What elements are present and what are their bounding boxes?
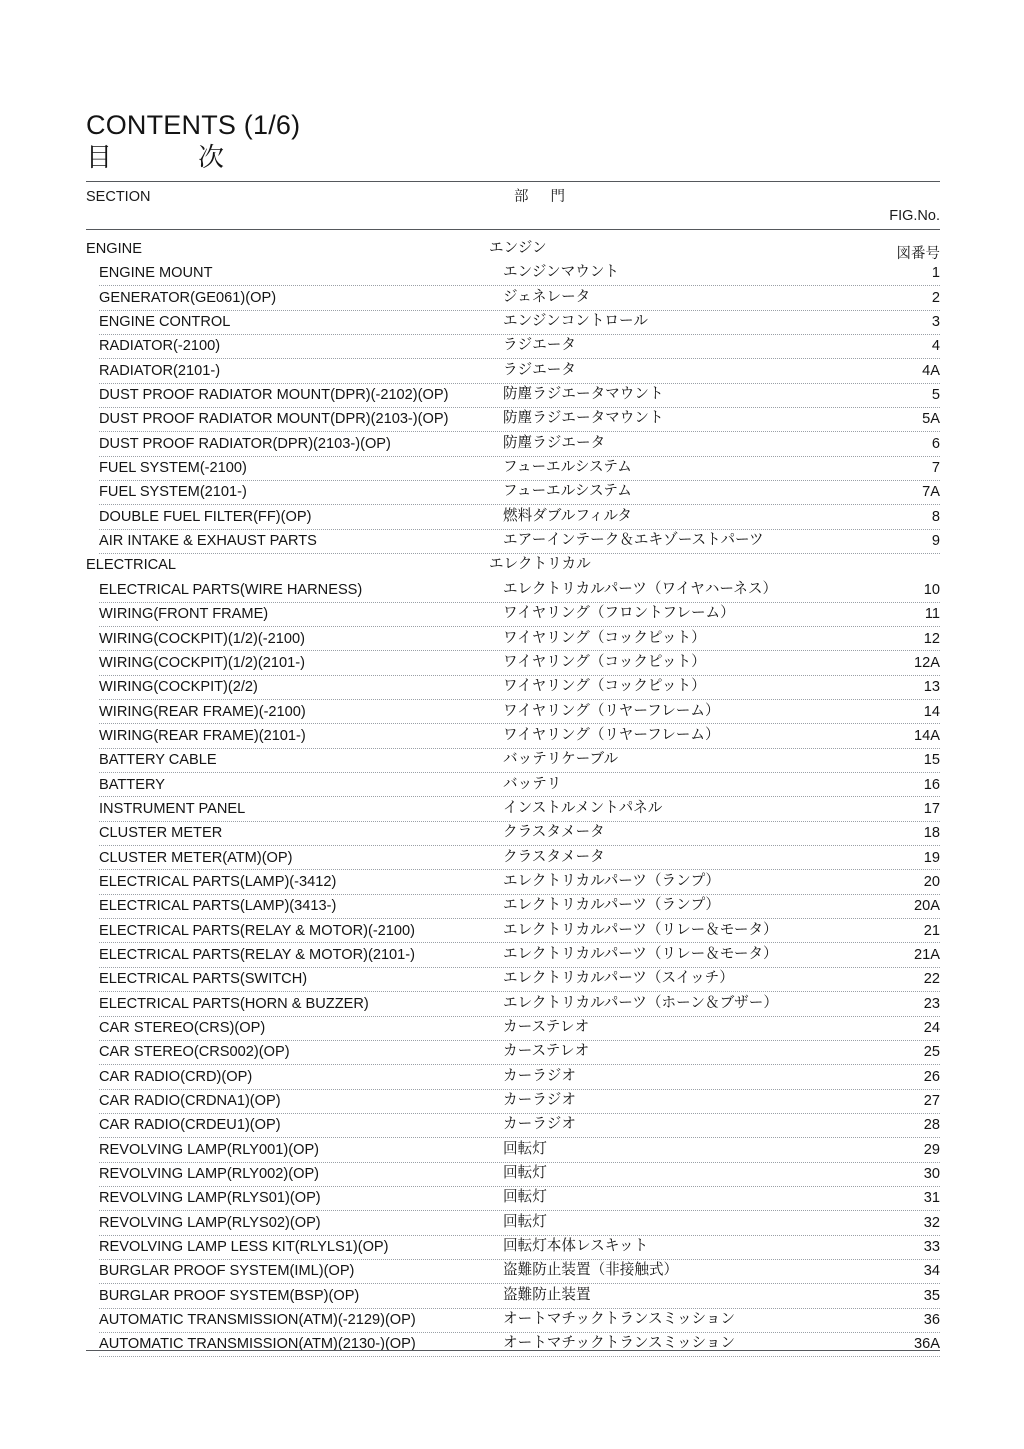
table-row xyxy=(86,968,940,992)
row-fig-no: 5 xyxy=(931,387,940,404)
row-japanese-name: 燃料ダブルフィルタ xyxy=(503,507,633,524)
row-japanese-name: エンジンマウント xyxy=(503,264,620,281)
row-fig-no: 6 xyxy=(931,435,940,452)
row-section-name: BURGLAR PROOF SYSTEM(IML)(OP) xyxy=(99,1263,355,1280)
page-title-japanese-char-2: 次 xyxy=(198,142,225,172)
column-header-section: SECTION xyxy=(86,189,151,205)
table-row xyxy=(86,457,940,481)
divider-bottom xyxy=(86,1350,940,1351)
row-fig-no: 15 xyxy=(923,752,940,769)
row-japanese-name: ワイヤリング（リヤーフレーム） xyxy=(503,726,720,743)
row-section-name: AUTOMATIC TRANSMISSION(ATM)(-2129)(OP) xyxy=(99,1312,416,1329)
table-row xyxy=(86,847,940,871)
row-japanese-name: ワイヤリング（リヤーフレーム） xyxy=(503,702,720,719)
divider-top xyxy=(86,181,940,182)
table-row xyxy=(86,774,940,798)
row-japanese-name: 回転灯 xyxy=(503,1165,547,1182)
row-fig-no: 1 xyxy=(931,265,940,282)
table-row xyxy=(86,506,940,530)
table-row xyxy=(86,1163,940,1187)
row-japanese-name: ラジエータ xyxy=(503,337,576,354)
row-japanese-name: 回転灯 xyxy=(503,1189,547,1206)
row-section-name: ENGINE CONTROL xyxy=(99,314,231,331)
row-section-name: ELECTRICAL PARTS(RELAY & MOTOR)(2101-) xyxy=(99,946,416,963)
row-fig-no: 11 xyxy=(924,606,940,623)
table-row xyxy=(86,530,940,554)
row-japanese-name: ワイヤリング（コックピット） xyxy=(503,678,706,695)
row-section-name: CAR STEREO(CRS002)(OP) xyxy=(99,1044,290,1061)
row-japanese-name: オートマチックトランスミッション xyxy=(503,1335,736,1352)
row-fig-no: 27 xyxy=(923,1093,940,1110)
row-fig-no: 7 xyxy=(931,460,940,477)
row-fig-no: 36 xyxy=(923,1312,940,1329)
table-row xyxy=(86,676,940,700)
row-japanese-name: バッテリケーブル xyxy=(503,751,619,768)
row-japanese-name: カーステレオ xyxy=(503,1043,590,1060)
row-section-name: CLUSTER METER(ATM)(OP) xyxy=(99,849,293,866)
row-section-name: BURGLAR PROOF SYSTEM(BSP)(OP) xyxy=(99,1287,360,1304)
row-japanese-name: エレクトリカルパーツ（リレー＆モータ） xyxy=(503,921,778,938)
row-section-name: ELECTRICAL PARTS(SWITCH) xyxy=(99,971,308,988)
table-row xyxy=(86,725,940,749)
row-fig-no: 36A xyxy=(914,1336,940,1353)
row-japanese-name: 防塵ラジエータマウント xyxy=(503,410,664,427)
table-row xyxy=(86,433,940,457)
row-section-name: ELECTRICAL PARTS(RELAY & MOTOR)(-2100) xyxy=(99,922,416,939)
row-japanese-name: エレクトリカルパーツ（スイッチ） xyxy=(503,970,734,987)
row-japanese-name: クラスタメータ xyxy=(503,848,605,865)
row-fig-no: 19 xyxy=(923,849,940,866)
row-japanese-name: エレクトリカルパーツ（ホーン＆ブザー） xyxy=(503,994,778,1011)
row-fig-no: 4A xyxy=(922,362,940,379)
row-japanese-name: カーラジオ xyxy=(503,1067,576,1084)
row-section-name: BATTERY CABLE xyxy=(99,752,217,769)
section-header-row xyxy=(86,238,940,262)
row-section-name: WIRING(REAR FRAME)(-2100) xyxy=(99,703,306,720)
row-fig-no: 16 xyxy=(923,776,940,793)
row-fig-no: 9 xyxy=(931,533,940,550)
row-section-name: WIRING(REAR FRAME)(2101-) xyxy=(99,727,306,744)
row-fig-no: 8 xyxy=(931,508,940,525)
row-japanese-name: インストルメントパネル xyxy=(503,799,663,816)
row-japanese-name: カーラジオ xyxy=(503,1092,576,1109)
row-japanese-name: バッテリ xyxy=(503,775,562,792)
row-section-name: FUEL SYSTEM(2101-) xyxy=(99,484,247,501)
row-fig-no: 17 xyxy=(923,800,940,817)
column-header-fig-no-english: FIG.No. xyxy=(889,208,940,224)
row-fig-no: 26 xyxy=(923,1068,940,1085)
table-row xyxy=(86,652,940,676)
table-row xyxy=(86,481,940,505)
divider-header xyxy=(86,229,940,230)
row-fig-no: 14 xyxy=(923,703,940,720)
row-japanese-name: ジェネレータ xyxy=(503,288,591,305)
table-row xyxy=(86,1212,940,1236)
row-fig-no: 18 xyxy=(923,825,940,842)
row-fig-no: 14A xyxy=(914,727,940,744)
row-section-name: CAR STEREO(CRS)(OP) xyxy=(99,1020,266,1036)
table-row xyxy=(86,920,940,944)
row-japanese-name: エレクトリカルパーツ（ランプ） xyxy=(503,872,721,889)
row-japanese-name: カーステレオ xyxy=(503,1019,590,1035)
table-row xyxy=(86,1114,940,1138)
row-section-name: REVOLVING LAMP(RLYS01)(OP) xyxy=(99,1190,321,1207)
row-fig-no: 29 xyxy=(923,1141,940,1158)
row-section-name: REVOLVING LAMP(RLYS02)(OP) xyxy=(99,1214,321,1231)
row-section-name: DOUBLE FUEL FILTER(FF)(OP) xyxy=(99,508,312,525)
row-japanese-name: エレクトリカルパーツ（ランプ） xyxy=(503,897,721,914)
row-section-name: RADIATOR(-2100) xyxy=(99,338,221,355)
row-japanese-name: エレクトリカル xyxy=(489,556,591,573)
row-japanese-name: フューエルシステム xyxy=(503,459,632,476)
page-title-japanese xyxy=(86,142,946,172)
column-header-japanese-left: 部 xyxy=(514,189,529,205)
row-fig-no: 22 xyxy=(923,971,940,988)
row-fig-no: 10 xyxy=(923,581,940,598)
row-fig-no: 32 xyxy=(923,1214,940,1231)
row-fig-no: 13 xyxy=(923,679,940,696)
row-section-name: AIR INTAKE & EXHAUST PARTS xyxy=(99,533,317,550)
row-section-name: WIRING(FRONT FRAME) xyxy=(99,606,269,623)
row-japanese-name: ワイヤリング（フロントフレーム） xyxy=(503,605,735,622)
table-row xyxy=(86,262,940,286)
row-fig-no: 2 xyxy=(931,289,940,306)
row-section-name: WIRING(COCKPIT)(1/2)(-2100) xyxy=(99,630,305,647)
table-row xyxy=(86,408,940,432)
table-row xyxy=(86,1285,940,1309)
row-japanese-name: 回転灯 xyxy=(503,1213,547,1230)
row-fig-no: 28 xyxy=(923,1117,940,1134)
row-fig-no: 3 xyxy=(931,314,940,331)
section-header-row xyxy=(86,554,940,578)
row-section-name: GENERATOR(GE061)(OP) xyxy=(99,289,277,306)
row-japanese-name: 盗難防止装置（非接触式） xyxy=(503,1262,679,1279)
row-section-name: CAR RADIO(CRDNA1)(OP) xyxy=(99,1093,281,1110)
table-row xyxy=(86,628,940,652)
row-section-name: DUST PROOF RADIATOR MOUNT(DPR)(-2102)(OP) xyxy=(99,387,449,404)
row-japanese-name: フューエルシステム xyxy=(503,483,632,500)
row-fig-no: 33 xyxy=(923,1239,940,1256)
page-title: CONTENTS (1/6) xyxy=(86,110,301,140)
row-fig-no: 21 xyxy=(923,922,940,939)
row-section-name: REVOLVING LAMP LESS KIT(RLYLS1)(OP) xyxy=(99,1239,389,1256)
row-fig-no: 21A xyxy=(914,946,940,963)
row-fig-no: 23 xyxy=(923,995,940,1012)
row-japanese-name: エアーインテーク＆エキゾーストパーツ xyxy=(503,532,764,549)
table-row xyxy=(86,895,940,919)
row-fig-no: 20A xyxy=(914,898,940,915)
row-section-name: WIRING(COCKPIT)(2/2) xyxy=(99,679,258,696)
row-japanese-name: カーラジオ xyxy=(503,1116,576,1133)
row-fig-no: 24 xyxy=(923,1020,940,1036)
row-section-name: ELECTRICAL PARTS(LAMP)(3413-) xyxy=(99,898,337,915)
page-title-japanese-char-1: 目 xyxy=(86,142,113,172)
row-section-name: DUST PROOF RADIATOR MOUNT(DPR)(2103-)(OP) xyxy=(99,411,449,428)
table-row xyxy=(86,1187,940,1211)
row-fig-no: 35 xyxy=(923,1287,940,1304)
row-section-name: FUEL SYSTEM(-2100) xyxy=(99,460,247,477)
contents-table xyxy=(86,238,940,1358)
row-japanese-name: オートマチックトランスミッション xyxy=(503,1311,736,1328)
table-row xyxy=(86,384,940,408)
table-row xyxy=(86,993,940,1017)
row-fig-no: 4 xyxy=(931,338,940,355)
row-japanese-name: エレクトリカルパーツ（リレー＆モータ） xyxy=(503,945,778,962)
table-row xyxy=(86,579,940,603)
table-row xyxy=(86,311,940,335)
row-section-name: ELECTRICAL PARTS(WIRE HARNESS) xyxy=(99,581,363,598)
row-fig-no: 5A xyxy=(922,411,940,428)
row-section-name: ELECTRICAL PARTS(LAMP)(-3412) xyxy=(99,873,337,890)
row-section-name: WIRING(COCKPIT)(1/2)(2101-) xyxy=(99,654,305,671)
row-section-name: CAR RADIO(CRDEU1)(OP) xyxy=(99,1117,281,1134)
row-japanese-name: エンジン xyxy=(489,240,547,256)
row-japanese-name: 防塵ラジエータ xyxy=(503,434,606,451)
row-fig-no: 34 xyxy=(923,1263,940,1280)
table-row xyxy=(86,1066,940,1090)
table-row xyxy=(86,287,940,311)
table-row xyxy=(86,1236,940,1260)
table-row xyxy=(86,798,940,822)
row-section-name: ENGINE MOUNT xyxy=(99,265,213,282)
row-japanese-name: 防塵ラジエータマウント xyxy=(503,386,664,403)
table-row xyxy=(86,871,940,895)
row-fig-no: 12 xyxy=(923,630,940,647)
row-section-name: AUTOMATIC TRANSMISSION(ATM)(2130-)(OP) xyxy=(99,1336,416,1353)
row-japanese-name: 回転灯本体レスキット xyxy=(503,1238,649,1255)
table-row xyxy=(86,360,940,384)
row-section-name: CAR RADIO(CRD)(OP) xyxy=(99,1068,253,1085)
table-row xyxy=(86,749,940,773)
table-row xyxy=(86,1041,940,1065)
row-section-name: REVOLVING LAMP(RLY002)(OP) xyxy=(99,1166,320,1183)
row-section-name: DUST PROOF RADIATOR(DPR)(2103-)(OP) xyxy=(99,435,391,452)
row-japanese-name: エンジンコントロール xyxy=(503,313,648,330)
table-row xyxy=(86,335,940,359)
row-section-name: ENGINE xyxy=(86,241,142,257)
table-row xyxy=(86,1090,940,1114)
row-fig-no: 25 xyxy=(923,1044,940,1061)
table-row xyxy=(86,701,940,725)
row-section-name: RADIATOR(2101-) xyxy=(99,362,221,379)
row-section-name: REVOLVING LAMP(RLY001)(OP) xyxy=(99,1141,320,1158)
table-row xyxy=(86,1260,940,1284)
row-fig-no: 20 xyxy=(923,873,940,890)
table-row xyxy=(86,1017,940,1041)
row-japanese-name: 回転灯 xyxy=(503,1140,547,1157)
table-row xyxy=(86,1309,940,1333)
row-japanese-name: ラジエータ xyxy=(503,361,576,378)
table-row xyxy=(86,603,940,627)
row-fig-no: 12A xyxy=(914,654,940,671)
page-title-block xyxy=(86,110,946,172)
row-dotted-leader xyxy=(99,1356,940,1357)
row-japanese-name: エレクトリカルパーツ（ワイヤハーネス） xyxy=(503,580,778,597)
row-japanese-name: ワイヤリング（コックピット） xyxy=(503,629,706,646)
row-section-name: INSTRUMENT PANEL xyxy=(99,800,246,817)
row-section-name: ELECTRICAL PARTS(HORN & BUZZER) xyxy=(99,995,369,1012)
row-fig-no: 31 xyxy=(923,1190,940,1207)
column-header-japanese xyxy=(514,188,565,207)
column-header-fig-no-japanese: 図番号 xyxy=(896,246,940,262)
row-section-name: CLUSTER METER xyxy=(99,825,223,842)
row-section-name: ELECTRICAL xyxy=(86,557,177,574)
table-row xyxy=(86,944,940,968)
row-fig-no: 30 xyxy=(923,1166,940,1183)
table-row xyxy=(86,1139,940,1163)
table-row xyxy=(86,1333,940,1357)
row-section-name: BATTERY xyxy=(99,776,165,793)
column-header-japanese-right: 門 xyxy=(550,189,565,205)
row-japanese-name: クラスタメータ xyxy=(503,824,605,841)
table-row xyxy=(86,822,940,846)
row-japanese-name: 盗難防止装置 xyxy=(503,1286,591,1303)
row-japanese-name: ワイヤリング（コックピット） xyxy=(503,653,706,670)
row-fig-no: 7A xyxy=(922,484,940,501)
